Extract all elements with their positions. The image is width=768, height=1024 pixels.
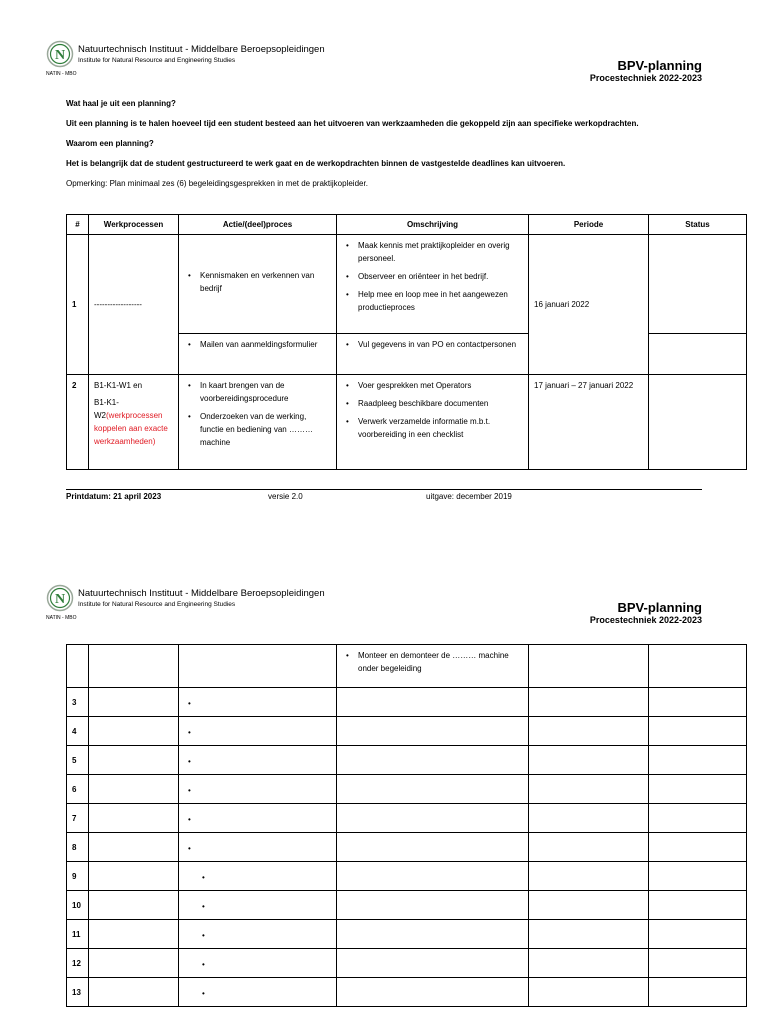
natin-logo-icon — [46, 584, 74, 612]
org-abbr: NATIN - MBO — [46, 71, 77, 77]
omschrijving-item: • Voer gesprekken met Operators — [358, 379, 523, 392]
periode-cell: 17 januari – 27 januari 2022 — [529, 375, 649, 470]
title-block — [590, 58, 702, 83]
answer-what: Uit een planning is te halen hoeveel tijd een student besteed aan het uitvoeren van werkzaamheden die gekoppeld zijn aan specifieke werkopdrachten. — [66, 119, 639, 128]
actie-item: • Kennismaken en verkennen van bedrijf — [200, 269, 331, 295]
planning-table-continued — [66, 644, 747, 1007]
werkproces-cell — [89, 375, 179, 470]
actie-cell — [179, 334, 337, 375]
status-cell — [649, 334, 747, 375]
table-row — [67, 645, 747, 688]
row-number: 13 — [67, 978, 89, 1007]
row-number: 4 — [67, 717, 89, 746]
omschrijving-item: • Monteer en demonteer de ……… machine onder begeleiding — [358, 649, 523, 675]
natin-logo-icon — [46, 40, 74, 68]
page-title: BPV-planning — [617, 58, 702, 73]
print-date: Printdatum: 21 april 2023 — [66, 492, 162, 501]
col-header-num: # — [67, 215, 89, 235]
version: versie 2.0 — [268, 492, 303, 501]
omschrijving-item: • Observeer en oriënteer in het bedrijf. — [358, 270, 523, 283]
table-row — [67, 804, 747, 833]
edition: uitgave: december 2019 — [426, 492, 512, 501]
periode-cell: 16 januari 2022 — [529, 235, 649, 375]
title-block — [590, 600, 702, 625]
col-header-status: Status — [649, 215, 747, 235]
col-header-omschrijving: Omschrijving — [337, 215, 529, 235]
omschrijving-item: • Raadpleeg beschikbare documenten — [358, 397, 523, 410]
page-title: BPV-planning — [617, 600, 702, 615]
table-header-row — [67, 215, 747, 235]
actie-item: • Onderzoeken van de werking, functie en bediening van ……… machine — [200, 410, 331, 449]
question-what: Wat haal je uit een planning? — [66, 99, 176, 108]
page-subtitle: Procestechniek 2022-2023 — [589, 615, 702, 625]
werkproces-code: B1-K1-W1 en — [94, 381, 143, 390]
table-row — [67, 688, 747, 717]
row-number: 2 — [67, 375, 89, 470]
row-number: 12 — [67, 949, 89, 978]
omschrijving-item: • Maak kennis met praktijkopleider en overig personeel. — [358, 239, 523, 265]
question-why: Waarom een planning? — [66, 139, 154, 148]
row-number: 1 — [67, 235, 89, 375]
page-subtitle: Procestechniek 2022-2023 — [589, 73, 702, 83]
org-name-block — [78, 44, 325, 66]
svg-text:N: N — [54, 592, 66, 607]
col-header-periode: Periode — [529, 215, 649, 235]
org-name-block — [78, 588, 325, 610]
row-number: 3 — [67, 688, 89, 717]
page-2 — [0, 580, 768, 1024]
col-header-actie: Actie/(deel)proces — [179, 215, 337, 235]
werkproces-cell: ------------------ — [89, 235, 179, 375]
org-abbr: NATIN - MBO — [46, 615, 77, 621]
table-row — [67, 375, 747, 470]
planning-table — [66, 214, 747, 470]
omschrijving-cell — [337, 375, 529, 470]
table-row — [67, 891, 747, 920]
footer-divider — [66, 489, 702, 490]
table-row — [67, 862, 747, 891]
row-number: 5 — [67, 746, 89, 775]
werkproces-code: B1-K1-W2 — [94, 398, 119, 420]
omschrijving-cell — [337, 645, 529, 688]
table-row — [67, 833, 747, 862]
org-name: Natuurtechnisch Instituut - Middelbare Beroepsopleidingen — [78, 44, 325, 55]
status-cell — [649, 375, 747, 470]
werkproces-instruction: (werkprocessen koppelen aan exacte werkzaamheden) — [94, 411, 168, 446]
table-row — [67, 746, 747, 775]
table-row — [67, 235, 747, 334]
row-number: 10 — [67, 891, 89, 920]
actie-item: • Mailen van aanmeldingsformulier — [200, 338, 331, 351]
answer-why: Het is belangrijk dat de student gestructureerd te werk gaat en de werkopdrachten binnen de vastgestelde deadlines kan uitvoeren. — [66, 159, 566, 168]
table-row — [67, 717, 747, 746]
svg-text:N: N — [54, 48, 66, 63]
org-subtitle: Institute for Natural Resource and Engineering Studies — [78, 57, 236, 64]
actie-cell — [179, 235, 337, 334]
omschrijving-item: • Help mee en loop mee in het aangewezen productieproces — [358, 288, 523, 314]
omschrijving-cell — [337, 235, 529, 334]
omschrijving-item: • Vul gegevens in van PO en contactpersonen — [358, 338, 523, 351]
actie-cell — [179, 375, 337, 470]
row-number: 7 — [67, 804, 89, 833]
note: Opmerking: Plan minimaal zes (6) begeleidingsgesprekken in met de praktijkopleider. — [66, 179, 368, 188]
table-row — [67, 920, 747, 949]
row-number: 8 — [67, 833, 89, 862]
actie-item: • In kaart brengen van de voorbereidingsprocedure — [200, 379, 331, 405]
row-number: 6 — [67, 775, 89, 804]
table-row — [67, 978, 747, 1007]
col-header-werkprocessen: Werkprocessen — [89, 215, 179, 235]
row-number: 9 — [67, 862, 89, 891]
intro-text — [66, 98, 726, 198]
omschrijving-item: • Verwerk verzamelde informatie m.b.t. voorbereiding in een checklist — [358, 415, 523, 441]
omschrijving-cell — [337, 334, 529, 375]
row-number: 11 — [67, 920, 89, 949]
table-row — [67, 775, 747, 804]
status-cell — [649, 235, 747, 334]
org-name: Natuurtechnisch Instituut - Middelbare Beroepsopleidingen — [78, 588, 325, 599]
org-subtitle: Institute for Natural Resource and Engineering Studies — [78, 601, 236, 608]
table-row — [67, 949, 747, 978]
